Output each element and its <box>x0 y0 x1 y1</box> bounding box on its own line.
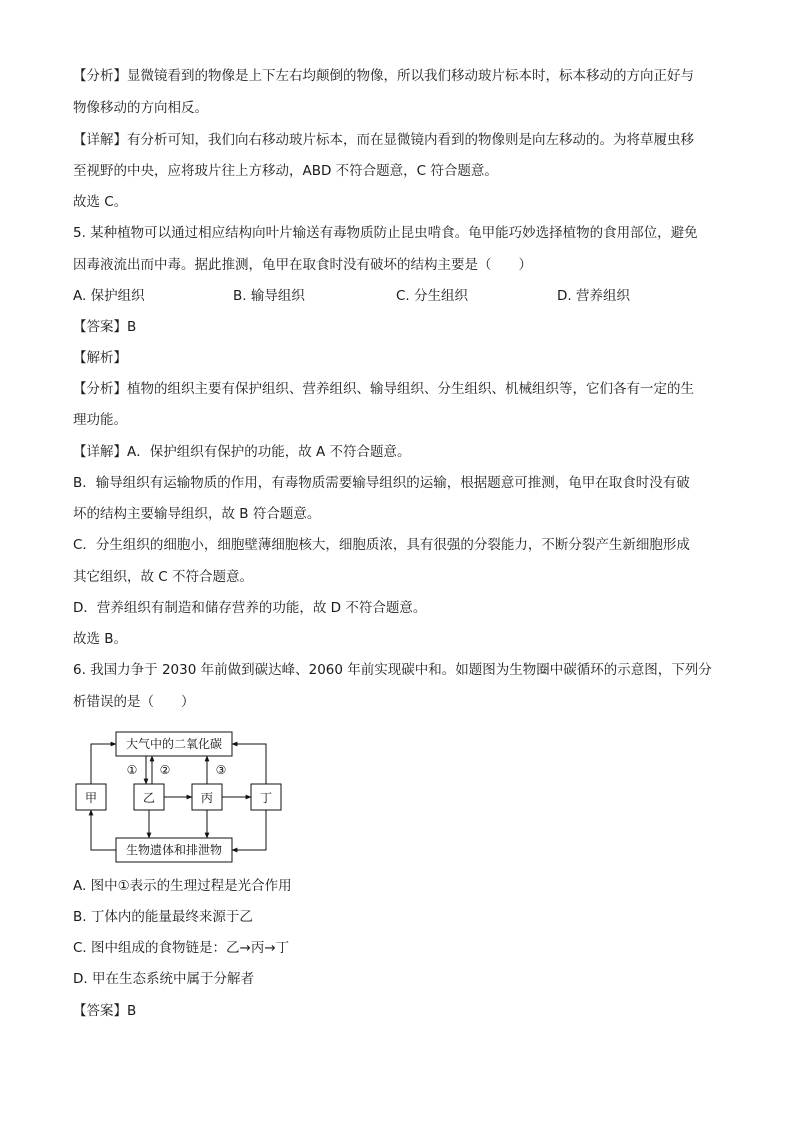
q6-option-d: D. 甲在生态系统中属于分解者 <box>73 971 254 987</box>
line-detail-b2: 坏的结构主要输导组织，故 B 符合题意。 <box>73 506 321 522</box>
line-detail-b1: B．输导组织有运输物质的作用，有毒物质需要输导组织的运输，根据题意可推测，龟甲在取食时没有破 <box>73 475 690 491</box>
arrow-jia-to-atmosphere <box>91 744 116 784</box>
mark-3: ③ <box>215 763 227 777</box>
line-choose-b: 故选 B。 <box>73 631 128 647</box>
mark-2: ② <box>159 763 171 777</box>
answer-5: 【答案】B <box>73 319 137 335</box>
q5-option-c: C. 分生组织 <box>396 288 469 304</box>
q6-option-c: C. 图中组成的食物链是：乙→丙→丁 <box>73 940 290 956</box>
line-analysis-2: 理功能。 <box>73 412 127 428</box>
line-detail-c1: C．分生组织的细胞小，细胞壁薄细胞核大，细胞质浓，具有很强的分裂能力，不断分裂产生新细胞形成 <box>73 537 690 553</box>
line-analysis-1: 【分析】植物的组织主要有保护组织、营养组织、输导组织、分生组织、机械组织等，它们各有一定的生 <box>73 381 694 397</box>
yi-label: 乙 <box>142 791 156 805</box>
jia-label: 甲 <box>84 791 98 805</box>
arrow-ding-to-remains <box>232 810 266 850</box>
q6-option-b: B. 丁体内的能量最终来源于乙 <box>73 909 253 925</box>
question-5-line-2: 因毒液流出而中毒。据此推测，龟甲在取食时没有破坏的结构主要是（ ） <box>73 257 532 273</box>
q5-option-b: B. 输导组织 <box>233 288 305 304</box>
question-5-line-1: 5. 某种植物可以通过相应结构向叶片输送有毒物质防止昆虫啃食。龟甲能巧妙选择植物的食用部位，避免 <box>73 225 698 241</box>
mark-1: ① <box>126 763 138 777</box>
question-6-line-2: 析错误的是（ ） <box>73 694 195 710</box>
bing-label: 丙 <box>200 791 214 805</box>
line-detail-a: 【详解】A．保护组织有保护的功能，故 A 不符合题意。 <box>73 444 411 460</box>
ding-label: 丁 <box>259 791 273 805</box>
q5-option-d: D. 营养组织 <box>557 288 630 304</box>
line-4: 至视野的中央，应将玻片往上方移动，ABD 不符合题意，C 符合题意。 <box>73 163 498 179</box>
line-detail-d: D．营养组织有制造和储存营养的功能，故 D 不符合题意。 <box>73 600 427 616</box>
explanation-heading: 【解析】 <box>73 350 127 366</box>
answer-6: 【答案】B <box>73 1003 137 1019</box>
q6-option-a: A. 图中①表示的生理过程是光合作用 <box>73 878 292 894</box>
line-1: 【分析】显微镜看到的物像是上下左右均颠倒的物像，所以我们移动玻片标本时，标本移动的方向正好与 <box>73 68 694 84</box>
q5-option-a: A. 保护组织 <box>73 288 145 304</box>
atmosphere-label: 大气中的二氧化碳 <box>125 737 223 751</box>
arrow-ding-to-atmosphere <box>232 744 266 784</box>
line-5: 故选 C。 <box>73 194 128 210</box>
line-2: 物像移动的方向相反。 <box>73 100 208 116</box>
question-6-line-1: 6. 我国力争于 2030 年前做到碳达峰、2060 年前实现碳中和。如题图为生物圈中碳循环的示意图，下列分 <box>73 662 712 678</box>
remains-label: 生物遗体和排泄物 <box>125 843 223 857</box>
carbon-cycle-diagram <box>70 728 290 864</box>
line-3: 【详解】有分析可知，我们向右移动玻片标本，而在显微镜内看到的物像则是向左移动的。为将草履虫移 <box>73 132 694 148</box>
line-detail-c2: 其它组织，故 C 不符合题意。 <box>73 569 254 585</box>
arrow-remains-to-jia <box>91 810 116 850</box>
